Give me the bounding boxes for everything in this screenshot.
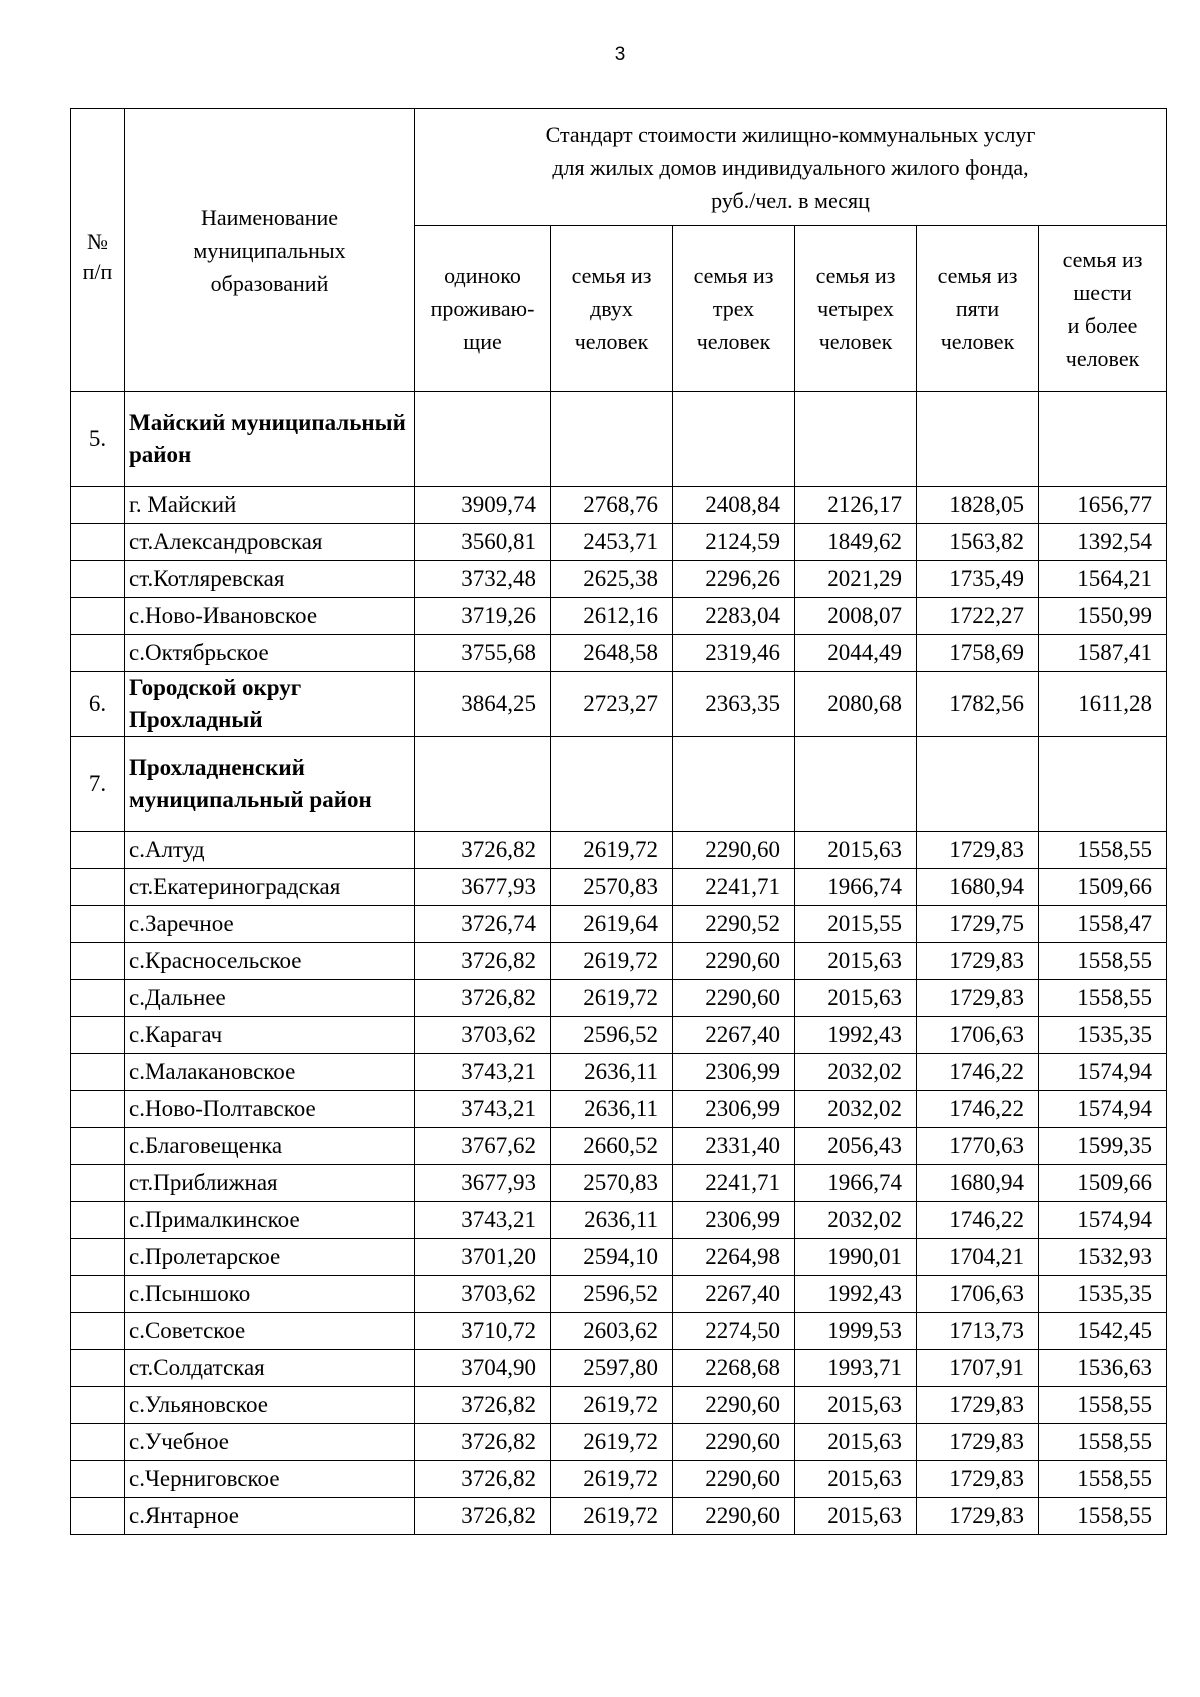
municipality-name: с.Прималкинское — [125, 1202, 415, 1239]
table-body — [71, 392, 1167, 1535]
cost-value-cell: 2056,43 — [795, 1128, 917, 1165]
table-row — [71, 1276, 1167, 1313]
cost-value-cell: 3677,93 — [415, 869, 551, 906]
cost-value-cell: 1735,49 — [917, 561, 1039, 598]
municipality-name: ст.Котляревская — [125, 561, 415, 598]
municipality-name: с.Алтуд — [125, 832, 415, 869]
cost-value-cell — [415, 737, 551, 832]
header-sub-col-six-plus — [1039, 226, 1167, 392]
row-number — [71, 635, 125, 672]
municipality-name: с.Ново-Ивановское — [125, 598, 415, 635]
cost-value-cell: 3703,62 — [415, 1017, 551, 1054]
cost-value-cell: 1729,83 — [917, 1461, 1039, 1498]
cost-value-cell: 1746,22 — [917, 1054, 1039, 1091]
municipality-name: с.Ново-Полтавское — [125, 1091, 415, 1128]
cost-value-cell: 2619,72 — [551, 980, 673, 1017]
cost-value-cell: 3726,82 — [415, 1461, 551, 1498]
row-number — [71, 1202, 125, 1239]
cost-value-cell: 2636,11 — [551, 1091, 673, 1128]
cost-value-cell: 2267,40 — [673, 1276, 795, 1313]
municipality-name: Городской округ Прохладный — [125, 672, 415, 737]
cost-value-cell: 1536,63 — [1039, 1350, 1167, 1387]
table-group-row — [71, 737, 1167, 832]
municipality-name: ст.Екатериноградская — [125, 869, 415, 906]
cost-value-cell: 1532,93 — [1039, 1239, 1167, 1276]
cost-value-cell: 2619,72 — [551, 943, 673, 980]
cost-value-cell: 2290,60 — [673, 980, 795, 1017]
row-number — [71, 1017, 125, 1054]
cost-value-cell: 3864,25 — [415, 672, 551, 737]
table-row — [71, 980, 1167, 1017]
cost-value-cell — [551, 737, 673, 832]
cost-value-cell: 1563,82 — [917, 524, 1039, 561]
cost-value-cell: 2015,63 — [795, 1498, 917, 1535]
header-sub-line: семья из — [693, 263, 774, 288]
cost-value-cell: 2015,63 — [795, 832, 917, 869]
cost-value-cell: 1992,43 — [795, 1017, 917, 1054]
cost-value-cell: 2625,38 — [551, 561, 673, 598]
cost-value-cell: 2274,50 — [673, 1313, 795, 1350]
header-name-col — [125, 109, 415, 392]
header-sub-col-three — [673, 226, 795, 392]
cost-value-cell: 3726,82 — [415, 943, 551, 980]
cost-value-cell: 1993,71 — [795, 1350, 917, 1387]
header-num-line: № — [87, 229, 108, 254]
cost-value-cell: 1729,83 — [917, 943, 1039, 980]
header-sub-line: трех — [712, 296, 755, 321]
row-number — [71, 1239, 125, 1276]
cost-value-cell: 1713,73 — [917, 1313, 1039, 1350]
cost-value-cell: 1509,66 — [1039, 869, 1167, 906]
municipality-name: с.Дальнее — [125, 980, 415, 1017]
cost-value-cell: 3703,62 — [415, 1276, 551, 1313]
header-sub-line: человек — [696, 329, 771, 354]
cost-value-cell: 3743,21 — [415, 1202, 551, 1239]
cost-value-cell: 3726,82 — [415, 980, 551, 1017]
cost-value-cell: 3732,48 — [415, 561, 551, 598]
cost-value-cell: 3726,74 — [415, 906, 551, 943]
cost-value-cell: 1729,75 — [917, 906, 1039, 943]
cost-value-cell: 2306,99 — [673, 1054, 795, 1091]
cost-value-cell: 1558,55 — [1039, 1461, 1167, 1498]
table-row — [71, 524, 1167, 561]
cost-value-cell: 2768,76 — [551, 487, 673, 524]
cost-value-cell: 2290,60 — [673, 1424, 795, 1461]
municipality-name: ст.Александровская — [125, 524, 415, 561]
cost-value-cell: 1966,74 — [795, 869, 917, 906]
row-number: 7. — [71, 737, 125, 832]
cost-value-cell: 1574,94 — [1039, 1054, 1167, 1091]
municipality-name: с.Ульяновское — [125, 1387, 415, 1424]
cost-value-cell: 2015,63 — [795, 980, 917, 1017]
cost-value-cell: 2290,60 — [673, 1461, 795, 1498]
header-sub-line: проживаю- — [430, 296, 535, 321]
cost-value-cell: 3710,72 — [415, 1313, 551, 1350]
cost-value-cell: 1535,35 — [1039, 1276, 1167, 1313]
cost-value-cell: 2319,46 — [673, 635, 795, 672]
cost-value-cell: 2619,72 — [551, 1498, 673, 1535]
row-number — [71, 1387, 125, 1424]
row-number — [71, 487, 125, 524]
table-row — [71, 1128, 1167, 1165]
header-name-line: образований — [210, 270, 329, 296]
cost-value-cell: 2126,17 — [795, 487, 917, 524]
cost-value-cell: 2290,60 — [673, 943, 795, 980]
cost-value-cell: 2032,02 — [795, 1202, 917, 1239]
header-sub-line: семья из — [571, 263, 652, 288]
cost-value-cell: 2032,02 — [795, 1091, 917, 1128]
cost-value-cell: 1558,55 — [1039, 943, 1167, 980]
cost-value-cell: 3560,81 — [415, 524, 551, 561]
cost-value-cell: 2032,02 — [795, 1054, 917, 1091]
cost-value-cell: 1992,43 — [795, 1276, 917, 1313]
cost-value-cell: 1558,55 — [1039, 832, 1167, 869]
cost-value-cell: 2619,72 — [551, 1387, 673, 1424]
cost-value-cell: 3677,93 — [415, 1165, 551, 1202]
header-sub-line: и более — [1067, 312, 1138, 338]
cost-value-cell: 1558,55 — [1039, 1424, 1167, 1461]
cost-value-cell: 2453,71 — [551, 524, 673, 561]
cost-value-cell: 3767,62 — [415, 1128, 551, 1165]
cost-value-cell: 2408,84 — [673, 487, 795, 524]
row-number — [71, 561, 125, 598]
cost-value-cell: 2619,72 — [551, 1461, 673, 1498]
table-row — [71, 598, 1167, 635]
header-sub-line: семья из — [815, 263, 896, 288]
cost-value-cell: 2636,11 — [551, 1054, 673, 1091]
cost-value-cell: 1558,47 — [1039, 906, 1167, 943]
row-number — [71, 943, 125, 980]
row-number — [71, 1054, 125, 1091]
table-row — [71, 832, 1167, 869]
row-number — [71, 598, 125, 635]
cost-value-cell: 2264,98 — [673, 1239, 795, 1276]
municipality-name: с.Янтарное — [125, 1498, 415, 1535]
cost-value-cell: 2619,64 — [551, 906, 673, 943]
cost-value-cell: 2080,68 — [795, 672, 917, 737]
row-number — [71, 1424, 125, 1461]
cost-value-cell: 1746,22 — [917, 1202, 1039, 1239]
row-number — [71, 980, 125, 1017]
row-number — [71, 1091, 125, 1128]
header-sub-line: двух — [590, 296, 633, 321]
table-row — [71, 561, 1167, 598]
cost-value-cell: 2570,83 — [551, 1165, 673, 1202]
cost-value-cell: 1722,27 — [917, 598, 1039, 635]
cost-value-cell: 2044,49 — [795, 635, 917, 672]
cost-value-cell: 2306,99 — [673, 1091, 795, 1128]
cost-value-cell: 2015,55 — [795, 906, 917, 943]
table-row — [71, 1017, 1167, 1054]
municipality-name: с.Черниговское — [125, 1461, 415, 1498]
cost-value-cell: 2015,63 — [795, 1387, 917, 1424]
header-sub-line: щие — [463, 329, 502, 354]
header-sub-col-two — [551, 226, 673, 392]
cost-value-cell: 1509,66 — [1039, 1165, 1167, 1202]
municipality-name: с.Заречное — [125, 906, 415, 943]
table-row — [71, 1165, 1167, 1202]
cost-value-cell: 1707,91 — [917, 1350, 1039, 1387]
cost-value-cell: 2267,40 — [673, 1017, 795, 1054]
table-row — [71, 1424, 1167, 1461]
cost-standard-table — [70, 108, 1167, 1535]
cost-value-cell: 2723,27 — [551, 672, 673, 737]
cost-value-cell: 1729,83 — [917, 1387, 1039, 1424]
cost-value-cell: 2015,63 — [795, 943, 917, 980]
cost-value-cell: 1990,01 — [795, 1239, 917, 1276]
cost-value-cell: 2619,72 — [551, 832, 673, 869]
cost-value-cell: 1746,22 — [917, 1091, 1039, 1128]
cost-value-cell: 3726,82 — [415, 1424, 551, 1461]
header-sub-line: семья из — [937, 263, 1018, 288]
row-number: 5. — [71, 392, 125, 487]
cost-value-cell: 1574,94 — [1039, 1091, 1167, 1128]
table-row — [71, 1091, 1167, 1128]
header-main-title — [415, 109, 1167, 226]
cost-value-cell: 2283,04 — [673, 598, 795, 635]
header-title-line: руб./чел. в месяц — [711, 187, 870, 213]
header-num-col — [71, 109, 125, 392]
municipality-name: с.Учебное — [125, 1424, 415, 1461]
header-sub-col-four — [795, 226, 917, 392]
cost-value-cell: 1680,94 — [917, 869, 1039, 906]
cost-value-cell: 2603,62 — [551, 1313, 673, 1350]
cost-value-cell: 2290,60 — [673, 832, 795, 869]
cost-value-cell: 2008,07 — [795, 598, 917, 635]
cost-value-cell: 2594,10 — [551, 1239, 673, 1276]
cost-value-cell: 2290,52 — [673, 906, 795, 943]
header-sub-col-five — [917, 226, 1039, 392]
cost-value-cell: 3719,26 — [415, 598, 551, 635]
cost-value-cell: 2363,35 — [673, 672, 795, 737]
cost-value-cell: 1558,55 — [1039, 1387, 1167, 1424]
header-title-line: Стандарт стоимости жилищно-коммунальных услуг — [545, 121, 1036, 147]
cost-value-cell: 3743,21 — [415, 1091, 551, 1128]
table-group-row — [71, 672, 1167, 737]
row-number — [71, 869, 125, 906]
header-sub-line: одиноко — [444, 263, 521, 288]
header-sub-line: человек — [818, 329, 893, 354]
cost-value-cell: 1770,63 — [917, 1128, 1039, 1165]
cost-value-cell: 2124,59 — [673, 524, 795, 561]
table-row — [71, 1387, 1167, 1424]
table-row — [71, 1498, 1167, 1535]
cost-value-cell: 1587,41 — [1039, 635, 1167, 672]
cost-value-cell — [795, 392, 917, 487]
cost-value-cell — [917, 737, 1039, 832]
row-number — [71, 1498, 125, 1535]
cost-value-cell: 1550,99 — [1039, 598, 1167, 635]
cost-value-cell: 1704,21 — [917, 1239, 1039, 1276]
cost-value-cell: 1558,55 — [1039, 1498, 1167, 1535]
cost-value-cell — [551, 392, 673, 487]
cost-value-cell — [917, 392, 1039, 487]
cost-value-cell: 1706,63 — [917, 1276, 1039, 1313]
cost-value-cell: 1849,62 — [795, 524, 917, 561]
row-number — [71, 1350, 125, 1387]
cost-value-cell: 2015,63 — [795, 1424, 917, 1461]
cost-value-cell: 1758,69 — [917, 635, 1039, 672]
cost-value-cell: 1729,83 — [917, 980, 1039, 1017]
cost-value-cell: 1999,53 — [795, 1313, 917, 1350]
table-row — [71, 1350, 1167, 1387]
table-row — [71, 1461, 1167, 1498]
cost-value-cell: 3726,82 — [415, 1498, 551, 1535]
row-number — [71, 1461, 125, 1498]
cost-value-cell: 2241,71 — [673, 869, 795, 906]
cost-value-cell: 3701,20 — [415, 1239, 551, 1276]
row-number — [71, 1276, 125, 1313]
cost-value-cell: 2596,52 — [551, 1017, 673, 1054]
row-number: 6. — [71, 672, 125, 737]
cost-value-cell: 1729,83 — [917, 1498, 1039, 1535]
header-sub-line: семья из — [1062, 246, 1143, 272]
row-number — [71, 1128, 125, 1165]
cost-value-cell: 2612,16 — [551, 598, 673, 635]
municipality-name: с.Карагач — [125, 1017, 415, 1054]
header-sub-line: пяти — [955, 296, 1000, 321]
municipality-name: Прохладненский муниципальный район — [125, 737, 415, 832]
header-title-line: для жилых домов индивидуального жилого фонда, — [552, 154, 1029, 180]
cost-value-cell: 2597,80 — [551, 1350, 673, 1387]
cost-value-cell: 1966,74 — [795, 1165, 917, 1202]
cost-value-cell: 1564,21 — [1039, 561, 1167, 598]
cost-value-cell: 1542,45 — [1039, 1313, 1167, 1350]
table-row — [71, 869, 1167, 906]
cost-value-cell: 3726,82 — [415, 832, 551, 869]
cost-value-cell: 2015,63 — [795, 1461, 917, 1498]
cost-value-cell — [1039, 737, 1167, 832]
table-row — [71, 1202, 1167, 1239]
table-row — [71, 943, 1167, 980]
municipality-name: с.Псыншоко — [125, 1276, 415, 1313]
cost-value-cell: 1828,05 — [917, 487, 1039, 524]
cost-value-cell: 2290,60 — [673, 1498, 795, 1535]
municipality-name: с.Малакановское — [125, 1054, 415, 1091]
cost-value-cell: 1392,54 — [1039, 524, 1167, 561]
cost-value-cell: 1656,77 — [1039, 487, 1167, 524]
cost-value-cell: 3726,82 — [415, 1387, 551, 1424]
header-sub-line: человек — [1065, 345, 1140, 371]
cost-value-cell: 1535,35 — [1039, 1017, 1167, 1054]
cost-value-cell: 2331,40 — [673, 1128, 795, 1165]
cost-value-cell — [415, 392, 551, 487]
municipality-name: Майский муниципальный район — [125, 392, 415, 487]
cost-value-cell: 1782,56 — [917, 672, 1039, 737]
cost-value-cell: 3909,74 — [415, 487, 551, 524]
municipality-name: ст.Солдатская — [125, 1350, 415, 1387]
cost-value-cell: 1729,83 — [917, 832, 1039, 869]
header-sub-line: шести — [1073, 279, 1132, 305]
table-group-row — [71, 392, 1167, 487]
cost-value-cell: 2268,68 — [673, 1350, 795, 1387]
municipality-name: с.Советское — [125, 1313, 415, 1350]
cost-value-cell: 2636,11 — [551, 1202, 673, 1239]
cost-value-cell: 1729,83 — [917, 1424, 1039, 1461]
cost-value-cell — [673, 392, 795, 487]
header-sub-line: четырех — [817, 296, 894, 321]
cost-value-cell: 2596,52 — [551, 1276, 673, 1313]
row-number — [71, 832, 125, 869]
municipality-name: с.Благовещенка — [125, 1128, 415, 1165]
table-row — [71, 1054, 1167, 1091]
header-num-line: п/п — [82, 259, 113, 284]
cost-value-cell: 2296,26 — [673, 561, 795, 598]
cost-value-cell — [1039, 392, 1167, 487]
table-row — [71, 1313, 1167, 1350]
cost-value-cell: 2648,58 — [551, 635, 673, 672]
municipality-name: с.Пролетарское — [125, 1239, 415, 1276]
row-number — [71, 1313, 125, 1350]
cost-value-cell — [795, 737, 917, 832]
header-name-line: Наименование — [200, 204, 339, 230]
header-name-line: муниципальных — [193, 237, 346, 263]
municipality-name: с.Октябрьское — [125, 635, 415, 672]
table-row — [71, 1239, 1167, 1276]
cost-value-cell — [673, 737, 795, 832]
header-sub-line: человек — [940, 329, 1015, 354]
cost-value-cell: 2021,29 — [795, 561, 917, 598]
municipality-name: ст.Приближная — [125, 1165, 415, 1202]
cost-value-cell: 1680,94 — [917, 1165, 1039, 1202]
cost-value-cell: 2290,60 — [673, 1387, 795, 1424]
cost-value-cell: 3743,21 — [415, 1054, 551, 1091]
header-sub-col-single — [415, 226, 551, 392]
cost-value-cell: 1706,63 — [917, 1017, 1039, 1054]
cost-value-cell: 3704,90 — [415, 1350, 551, 1387]
table-row — [71, 906, 1167, 943]
cost-value-cell: 1558,55 — [1039, 980, 1167, 1017]
cost-value-cell: 3755,68 — [415, 635, 551, 672]
row-number — [71, 1165, 125, 1202]
municipality-name: с.Красносельское — [125, 943, 415, 980]
cost-value-cell: 2619,72 — [551, 1424, 673, 1461]
table-row — [71, 635, 1167, 672]
cost-value-cell: 1574,94 — [1039, 1202, 1167, 1239]
cost-value-cell: 1611,28 — [1039, 672, 1167, 737]
cost-value-cell: 2660,52 — [551, 1128, 673, 1165]
cost-value-cell: 2570,83 — [551, 869, 673, 906]
header-sub-line: человек — [574, 329, 649, 354]
cost-value-cell: 1599,35 — [1039, 1128, 1167, 1165]
cost-value-cell: 2241,71 — [673, 1165, 795, 1202]
cost-value-cell: 2306,99 — [673, 1202, 795, 1239]
row-number — [71, 906, 125, 943]
table-row — [71, 487, 1167, 524]
row-number — [71, 524, 125, 561]
page-number: 3 — [614, 44, 626, 65]
municipality-name: г. Майский — [125, 487, 415, 524]
